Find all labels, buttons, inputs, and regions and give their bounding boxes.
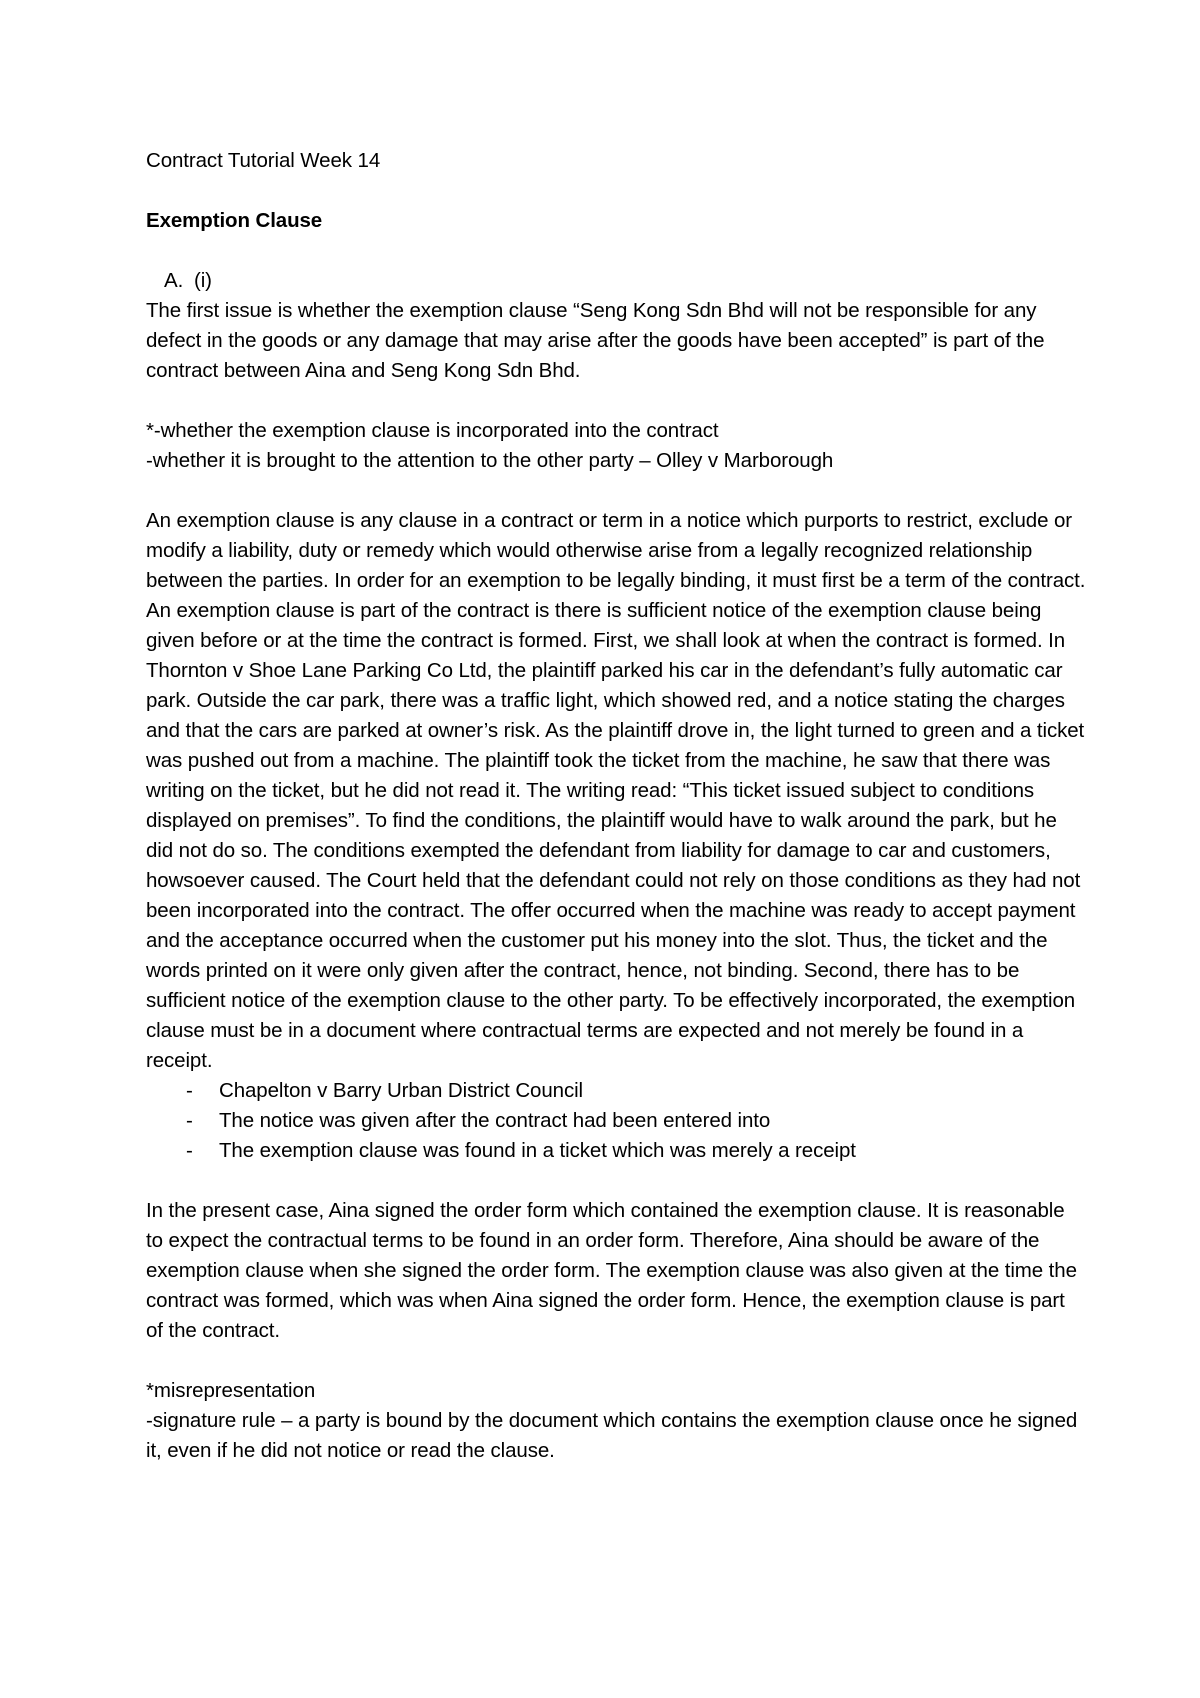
section-heading: Exemption Clause: [146, 209, 323, 232]
paragraph-application: In the present case, Aina signed the order form which contained the exemption clause. It is reasonable to expect the contractual terms to be found in an order form. Therefore, Aina should be aware of the exemption clause when she signed the order form. The exemption clause was also given at the time the contract was formed, which was when Aina signed the order form. Hence, the exemption clause is part of the contract.: [146, 1199, 1077, 1342]
bullet-marker: -: [186, 1079, 193, 1102]
bullet-text: The exemption clause was found in a ticket which was merely a receipt: [219, 1139, 856, 1162]
spacer: [146, 476, 1086, 506]
spacer: [146, 386, 1086, 416]
spacer: [146, 1346, 1086, 1376]
list-item-a: [146, 266, 1086, 296]
spacer: [146, 176, 1086, 206]
document-title: Contract Tutorial Week 14: [146, 149, 381, 172]
bullet-text: The notice was given after the contract had been entered into: [219, 1109, 771, 1132]
bullet-item: [146, 1136, 1086, 1166]
note-attention: -whether it is brought to the attention to the other party – Olley v Marborough: [146, 449, 834, 472]
bullet-item: [146, 1106, 1086, 1136]
list-marker: A.: [164, 269, 184, 292]
bullet-text: Chapelton v Barry Urban District Council: [219, 1079, 583, 1102]
paragraph-issue: The first issue is whether the exemption clause “Seng Kong Sdn Bhd will not be responsible for any defect in the goods or any damage that may arise after the goods have been accepted” is part of the contract between Aina and Seng Kong Sdn Bhd.: [146, 299, 1045, 382]
list-item-label: (i): [194, 269, 212, 292]
bullet-item: [146, 1076, 1086, 1106]
spacer: [146, 1166, 1086, 1196]
note-incorporation: *-whether the exemption clause is incorporated into the contract: [146, 419, 719, 442]
note-misrepresentation: *misrepresentation: [146, 1379, 316, 1402]
bullet-list: [146, 1076, 1086, 1166]
paragraph-rule: An exemption clause is any clause in a contract or term in a notice which purports to restrict, exclude or modify a liability, duty or remedy which would otherwise arise from a legally recognized relationship between the parties. In order for an exemption to be legally binding, it must first be a term of the contract. An exemption clause is part of the contract is there is sufficient notice of the exemption clause being given before or at the time the contract is formed. First, we shall look at when the contract is formed. In Thornton v Shoe Lane Parking Co Ltd, the plaintiff parked his car in the defendant’s fully automatic car park. Outside the car park, there was a traffic light, which showed red, and a notice stating the charges and that the cars are parked at owner’s risk. As the plaintiff drove in, the light turned to green and a ticket was pushed out from a machine. The plaintiff took the ticket from the machine, he saw that there was writing on the ticket, but he did not read it. The writing read: “This ticket issued subject to conditions displayed on premises”. To find the conditions, the plaintiff would have to walk around the park, but he did not do so. The conditions exempted the defendant from liability for damage to car and customers, howsoever caused. The Court held that the defendant could not rely on those conditions as they had not been incorporated into the contract. The offer occurred when the machine was ready to accept payment and the acceptance occurred when the customer put his money into the slot. Thus, the ticket and the words printed on it were only given after the contract, hence, not binding. Second, there has to be sufficient notice of the exemption clause to the other party. To be effectively incorporated, the exemption clause must be in a document where contractual terms are expected and not merely be found in a receipt.: [146, 509, 1086, 1072]
note-signature-rule: -signature rule – a party is bound by the document which contains the exemption clause once he signed it, even if he did not notice or read the clause.: [146, 1409, 1078, 1462]
bullet-marker: -: [186, 1139, 193, 1162]
document-body: [146, 146, 1086, 1466]
spacer: [146, 236, 1086, 266]
bullet-marker: -: [186, 1109, 193, 1132]
